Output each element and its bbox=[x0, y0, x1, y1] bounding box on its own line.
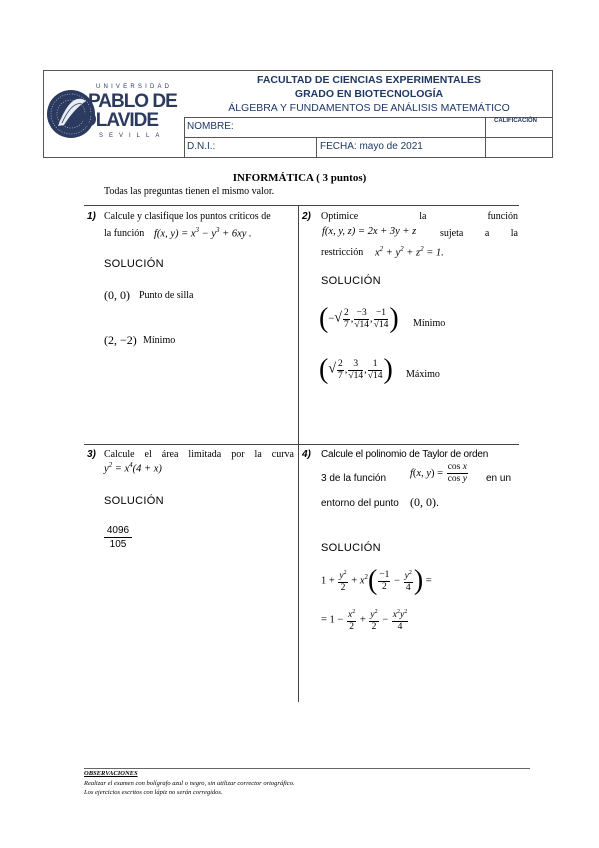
q2-text: sujeta a la bbox=[440, 228, 518, 239]
q3-denominator: 105 bbox=[109, 539, 127, 550]
question-number: 4) bbox=[302, 449, 311, 460]
q2-min-label: Mínimo bbox=[413, 318, 446, 329]
q3-answer bbox=[104, 524, 132, 551]
q4-text: Calcule el polinomio de Taylor de orden bbox=[321, 449, 489, 460]
header-divider bbox=[184, 137, 553, 138]
q1-point-1: (0, 0) bbox=[104, 288, 130, 302]
faculty-title: FACULTAD DE CIENCIAS EXPERIMENTALES bbox=[256, 74, 481, 86]
q4-solution-label: SOLUCIÓN bbox=[321, 542, 381, 554]
q1-text: Calcule y clasifique los puntos críticos de bbox=[104, 211, 271, 222]
q2-text: Optimice la función bbox=[321, 211, 518, 222]
university-city: SEVILLA bbox=[99, 133, 166, 139]
exam-intro: Todas las preguntas tienen el mismo valor. bbox=[104, 186, 275, 197]
subject-title: ÁLGEBRA Y FUNDAMENTOS DE ANÁLISIS MATEMÁTICO bbox=[228, 102, 510, 114]
q3-text: Calcule el área limitada por la curva bbox=[104, 449, 294, 460]
degree-title: GRADO EN BIOTECNOLOGÍA bbox=[294, 88, 444, 100]
q4-taylor-line-2: = 1 − $\frac{x^2}{2}$ + $\frac{y^2}{2}$ − $\frac{x^2y^2}{4}$ bbox=[321, 609, 408, 633]
q1-point-2: (2, −2) bbox=[104, 333, 137, 347]
question-number: 1) bbox=[87, 211, 96, 222]
exam-title: INFORMÁTICA ( 3 puntos) bbox=[232, 172, 367, 184]
q2-constraint: $x^2 + y^2 + z^2 = 1$. bbox=[375, 245, 444, 259]
q2-max-point: (√ $\frac{2}{7}$ , $\frac{3}{√14}$ , $\frac{1}{√14}$ ) bbox=[319, 354, 393, 385]
university-name-1: PABLO DE bbox=[88, 91, 177, 112]
q2-min-point: (−√ $\frac{2}{7}$ , $\frac{-3}{√14}$ , $\frac{-1}{√14}$ ) bbox=[319, 303, 399, 334]
q3-formula: $y^2 = x^4(4 + x)$ bbox=[104, 461, 162, 475]
q4-text: 3 de la función bbox=[321, 473, 387, 484]
footer-heading: OBSERVACIONES bbox=[84, 770, 138, 777]
question-number: 2) bbox=[302, 211, 311, 222]
q1-formula: f(x, $y) = x^3 - y^3 + 6xy$ . bbox=[154, 226, 252, 240]
dni-label: D.N.I.: bbox=[187, 141, 216, 152]
q4-formula: f(x, y) = $\frac{\text{cos x}}{\text{cos y}}$ bbox=[410, 462, 467, 484]
question-number: 3) bbox=[87, 449, 96, 460]
q1-point-1-label: Punto de silla bbox=[139, 290, 194, 301]
university-top: UNIVERSIDAD bbox=[96, 84, 173, 90]
q4-text: en un bbox=[486, 473, 512, 484]
footer-divider bbox=[84, 768, 530, 769]
q3-numerator: 4096 bbox=[104, 524, 132, 538]
footer-line-2: Los ejercicios escritos con lápiz no serán corregidos. bbox=[84, 789, 223, 796]
grid-line bbox=[84, 205, 519, 206]
q4-taylor-line-1: 1 + $\frac{y^2}{2}$ + $x^2$( $\frac{-1}{2}$ − $\frac{y^2}{4}$ ) = bbox=[321, 565, 432, 596]
grid-line bbox=[84, 444, 519, 445]
q4-point: (0, 0). bbox=[410, 495, 439, 509]
date-label: FECHA: mayo de 2021 bbox=[320, 141, 423, 152]
q1-solution-label: SOLUCIÓN bbox=[104, 258, 164, 270]
header-divider bbox=[316, 137, 317, 158]
q2-solution-label: SOLUCIÓN bbox=[321, 275, 381, 287]
q3-solution-label: SOLUCIÓN bbox=[104, 495, 164, 507]
q2-max-label: Máximo bbox=[406, 369, 440, 380]
q1-text: la función bbox=[104, 228, 145, 239]
q4-text: entorno del punto bbox=[321, 498, 399, 509]
name-label: NOMBRE: bbox=[187, 121, 234, 132]
q2-text: restricción bbox=[321, 247, 364, 258]
grid-line bbox=[298, 205, 299, 702]
grade-label: CALIFICACIÓN bbox=[494, 118, 537, 124]
header-divider bbox=[184, 117, 185, 158]
header-divider bbox=[485, 117, 486, 158]
footer-line-1: Realizar el examen con bolígrafo azul o negro, sin utilizar corrector ortográfico. bbox=[84, 780, 295, 787]
q2-formula: f(x, y, z) = 2x + 3y + z bbox=[322, 226, 417, 237]
q1-point-2-label: Mínimo bbox=[143, 335, 176, 346]
university-name-2: OLAVIDE bbox=[82, 110, 159, 131]
